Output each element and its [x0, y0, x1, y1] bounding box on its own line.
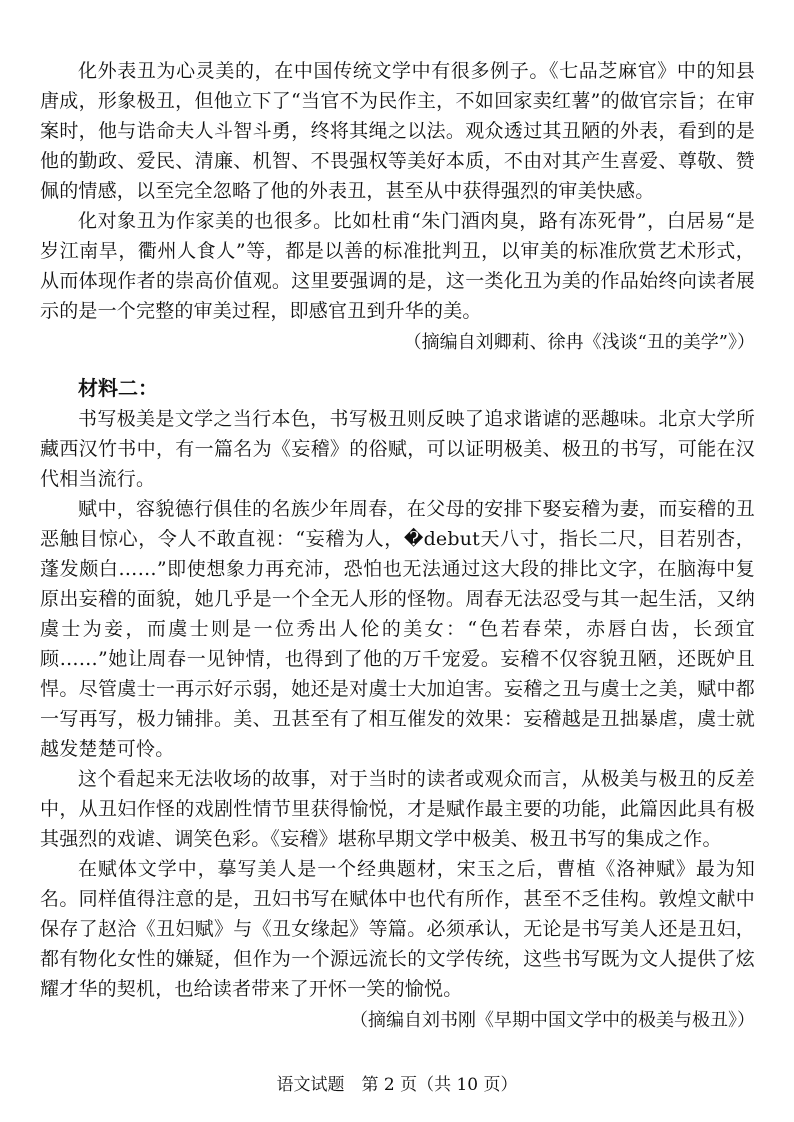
paragraph: 化外表丑为心灵美的，在中国传统文学中有很多例子。《七品芝麻官》中的知县唐成，形象极丑，但他立下了“当官不为民作主，不如回家卖红薯”的做官宗旨；在审案时，他与诰命夫人斗智斗勇，终将其绳之以法。观众透过其丑陋的外表，看到的是他的勤政、爱民、清廉、机智、不畏强权等美好本质，不由对其产生喜爱、尊敬、赞佩的情感，以至完全忽略了他的外表丑，甚至从中获得强烈的审美快感。: [40, 60, 755, 202]
paragraph: 书写极美是文学之当行本色，书写极丑则反映了追求谐谑的恶趣味。北京大学所藏西汉竹书中，有一篇名为《妄稽》的俗赋，可以证明极美、极丑的书写，可能在汉代相当流行。: [40, 408, 755, 490]
page-footer: 语文试题 第 2 页（共 10 页）: [276, 1075, 518, 1095]
section-heading: 材料二：: [78, 376, 158, 400]
paragraph: 赋中，容貌德行俱佳的名族少年周春，在父母的安排下娶妄稽为妻，而妄稽的丑恶触目惊心，令人不敢直视：“妄稽为人，�debut天八寸，指长二尺，目若别杏，蓬发颇白……”即使想象力再充沛，恐怕也无法通过这大段的排比文字，在脑海中复原出妄稽的面貌，她几乎是一个全无人形的怪物。周春无法忍受与其一起生活，又纳虞士为妾，而虞士则是一位秀出人伦的美女：“色若春荣，赤唇白齿，长颈宜顾……”她让周春一见钟情，也得到了他的万千宠爱。妄稽不仅容貌丑陋，还既妒且悍。尽管虞士一再示好示弱，她还是对虞士大加迫害。妄稽之丑与虞士之美，赋中都一写再写，极力铺排。美、丑甚至有了相互催发的效果：妄稽越是丑拙暴虐，虞士就越发楚楚可怜。: [40, 498, 755, 760]
paragraph: 化对象丑为作家美的也很多。比如杜甫“朱门酒肉臭，路有冻死骨”，白居易“是岁江南旱，衢州人食人”等，都是以善的标准批判丑，以审美的标准欣赏艺术形式，从而体现作者的崇高价值观。这里要强调的是，这一类化丑为美的作品始终向读者展示的是一个完整的审美过程，即感官丑到升华的美。: [40, 210, 755, 322]
source-citation: （摘编自刘卿莉、徐冉《浅谈“丑的美学”》）: [403, 332, 755, 353]
paragraph: 这个看起来无法收场的故事，对于当时的读者或观众而言，从极美与极丑的反差中，从丑妇作怪的戏剧性情节里获得愉悦，才是赋作最主要的功能，此篇因此具有极其强烈的戏谑、调笑色彩。《妄稽》堪称早期文学中极美、极丑书写的集成之作。: [40, 768, 755, 850]
paragraph: 在赋体文学中，摹写美人是一个经典题材，宋玉之后，曹植《洛神赋》最为知名。同样值得注意的是，丑妇书写在赋体中也代有所作，甚至不乏佳构。敦煌文献中保存了赵洽《丑妇赋》与《丑女缘起》等篇。必须承认，无论是书写美人还是丑妇，都有物化女性的嫌疑，但作为一个源远流长的文学传统，这些书写既为文人提供了炫耀才华的契机，也给读者带来了开怀一笑的愉悦。: [40, 858, 755, 1000]
page-content: [40, 56, 755, 1050]
source-citation: （摘编自刘书刚《早期中国文学中的极美与极丑》）: [350, 1010, 755, 1031]
